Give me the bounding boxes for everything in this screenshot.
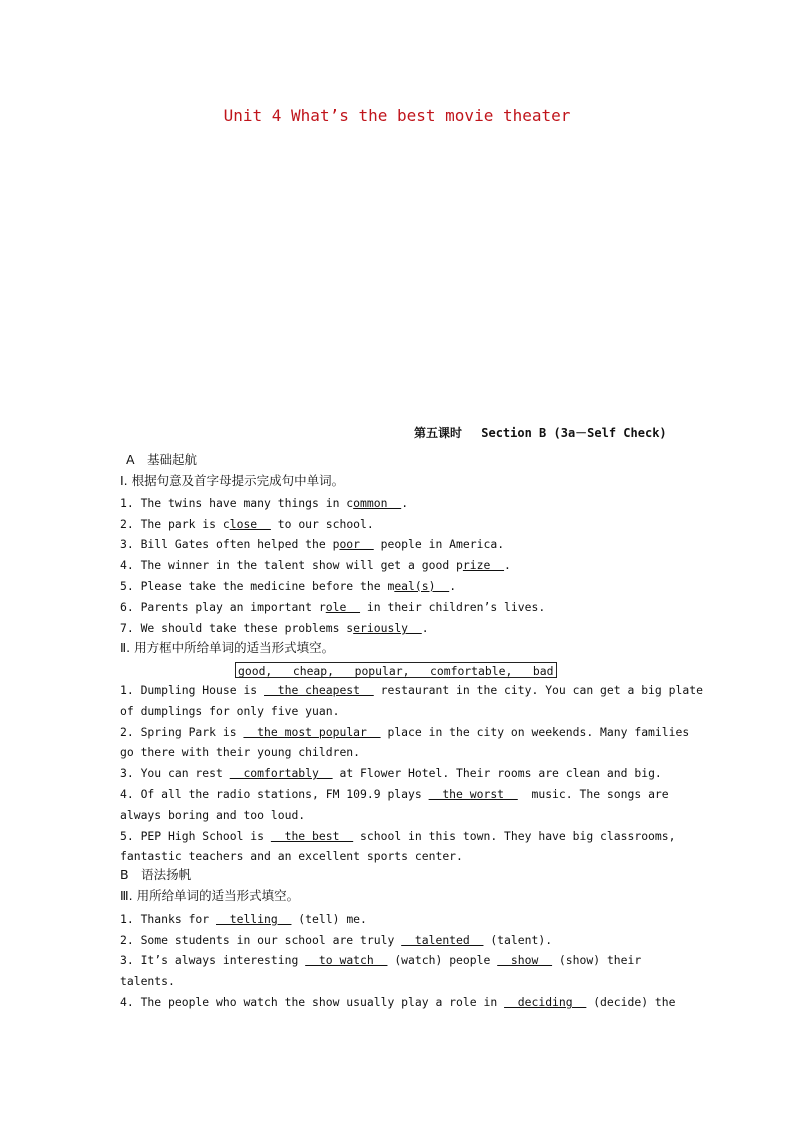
- answer-blank: to watch: [305, 953, 388, 967]
- answer-blank: the most popular: [243, 725, 381, 739]
- answer-blank: deciding: [504, 995, 587, 1009]
- section-label: Section B (3a－Self Check): [481, 426, 667, 440]
- exercise-text: music. The songs are: [517, 787, 669, 801]
- answer-blank: the cheapest: [264, 683, 374, 697]
- exercise-text: .: [401, 496, 409, 510]
- exercise-text: (decide) the: [586, 995, 676, 1009]
- exercise-line: [120, 579, 676, 593]
- exercise-text: 4. The people who watch the show usually play a role in: [120, 995, 505, 1009]
- exercise-text: 1. The twins have many things in c: [120, 496, 354, 510]
- part2-heading: Ⅱ. 用方框中所给单词的适当形式填空。: [120, 640, 335, 655]
- exercise-line: [120, 808, 676, 822]
- answer-blank: lose: [229, 517, 271, 531]
- answer-blank: eriously: [353, 621, 422, 635]
- exercise-text: 2. Some students in our school are truly: [120, 933, 402, 947]
- exercise-text: .: [449, 579, 457, 593]
- answer-blank: show: [497, 953, 553, 967]
- exercise-line: [120, 933, 676, 947]
- exercise-text: 2. The park is c: [120, 517, 230, 531]
- answer-blank: the best: [270, 829, 354, 843]
- exercise-text: 3. Bill Gates often helped the p: [120, 537, 340, 551]
- lesson-label: 第五课时: [414, 426, 463, 440]
- exercise-text: 2. Spring Park is: [120, 725, 244, 739]
- exercise-text: go there with their young children.: [120, 745, 361, 759]
- section-header: [414, 424, 667, 441]
- exercise-text: 4. Of all the radio stations, FM 109.9 plays: [120, 787, 429, 801]
- exercise-line: [120, 600, 676, 614]
- answer-blank: eal(s): [394, 579, 450, 593]
- exercise-text: 3. It’s always interesting: [120, 953, 306, 967]
- exercise-line: [120, 558, 676, 572]
- exercise-line: [120, 849, 676, 863]
- exercise-line: [120, 704, 676, 718]
- exercise-text: 4. The winner in the talent show will get a good p: [120, 558, 463, 572]
- exercise-text: of dumplings for only five yuan.: [120, 704, 340, 718]
- answer-blank: oor: [339, 537, 374, 551]
- exercise-text: 1. Thanks for: [120, 912, 217, 926]
- exercise-text: talents.: [120, 974, 175, 988]
- exercise-line: [120, 974, 676, 988]
- word-box: good, cheap, popular, comfortable, bad: [235, 662, 557, 678]
- exercise-line: [120, 621, 676, 635]
- exercise-text: .: [421, 621, 429, 635]
- exercise-line: [120, 725, 690, 739]
- exercise-line: [120, 745, 676, 759]
- exercise-text: 5. PEP High School is: [120, 829, 271, 843]
- exercise-text: at Flower Hotel. Their rooms are clean and big.: [332, 766, 662, 780]
- exercise-text: 5. Please take the medicine before the m: [120, 579, 395, 593]
- answer-blank: rize: [462, 558, 505, 572]
- exercise-line: [120, 787, 676, 801]
- exercise-text: in their children’s lives.: [360, 600, 546, 614]
- exercise-text: place in the city on weekends. Many families: [380, 725, 690, 739]
- answer-blank: ole: [325, 600, 361, 614]
- exercise-line: [120, 537, 676, 551]
- page-title: Unit 4 What’s the best movie theater: [223, 106, 571, 125]
- exercise-line: [120, 912, 676, 926]
- answer-blank: telling: [216, 912, 292, 926]
- exercise-text: (watch) people: [387, 953, 498, 967]
- exercise-text: always boring and too loud.: [120, 808, 306, 822]
- exercise-text: .: [504, 558, 511, 572]
- answer-blank: talented: [401, 933, 484, 947]
- exercise-text: (talent).: [483, 933, 553, 947]
- exercise-line: [120, 766, 676, 780]
- exercise-text: people in America.: [373, 537, 505, 551]
- exercise-text: 3. You can rest: [120, 766, 230, 780]
- part-a-heading: A 基础起航: [126, 452, 198, 467]
- exercise-text: fantastic teachers and an excellent sports center.: [120, 849, 463, 863]
- exercise-text: (show) their: [552, 953, 642, 967]
- exercise-text: school in this town. They have big classrooms,: [353, 829, 676, 843]
- answer-blank: comfortably: [229, 766, 333, 780]
- part-b-heading: B 语法扬帆: [120, 867, 192, 882]
- exercise-text: restaurant in the city. You can get a big plate: [373, 683, 703, 697]
- exercise-line: [120, 953, 676, 967]
- answer-blank: ommon: [353, 496, 402, 510]
- exercise-text: to our school.: [270, 517, 374, 531]
- exercise-line: [120, 829, 676, 843]
- exercise-line: [120, 517, 676, 531]
- answer-blank: the worst: [428, 787, 518, 801]
- part1-heading: Ⅰ. 根据句意及首字母提示完成句中单词。: [120, 473, 345, 488]
- exercise-line: [120, 496, 676, 510]
- exercise-text: 1. Dumpling House is: [120, 683, 265, 697]
- part3-heading: Ⅲ. 用所给单词的适当形式填空。: [120, 888, 300, 903]
- exercise-text: 7. We should take these problems s: [120, 621, 354, 635]
- exercise-line: [120, 683, 703, 697]
- exercise-text: 6. Parents play an important r: [120, 600, 326, 614]
- exercise-line: [120, 995, 676, 1009]
- exercise-text: (tell) me.: [291, 912, 367, 926]
